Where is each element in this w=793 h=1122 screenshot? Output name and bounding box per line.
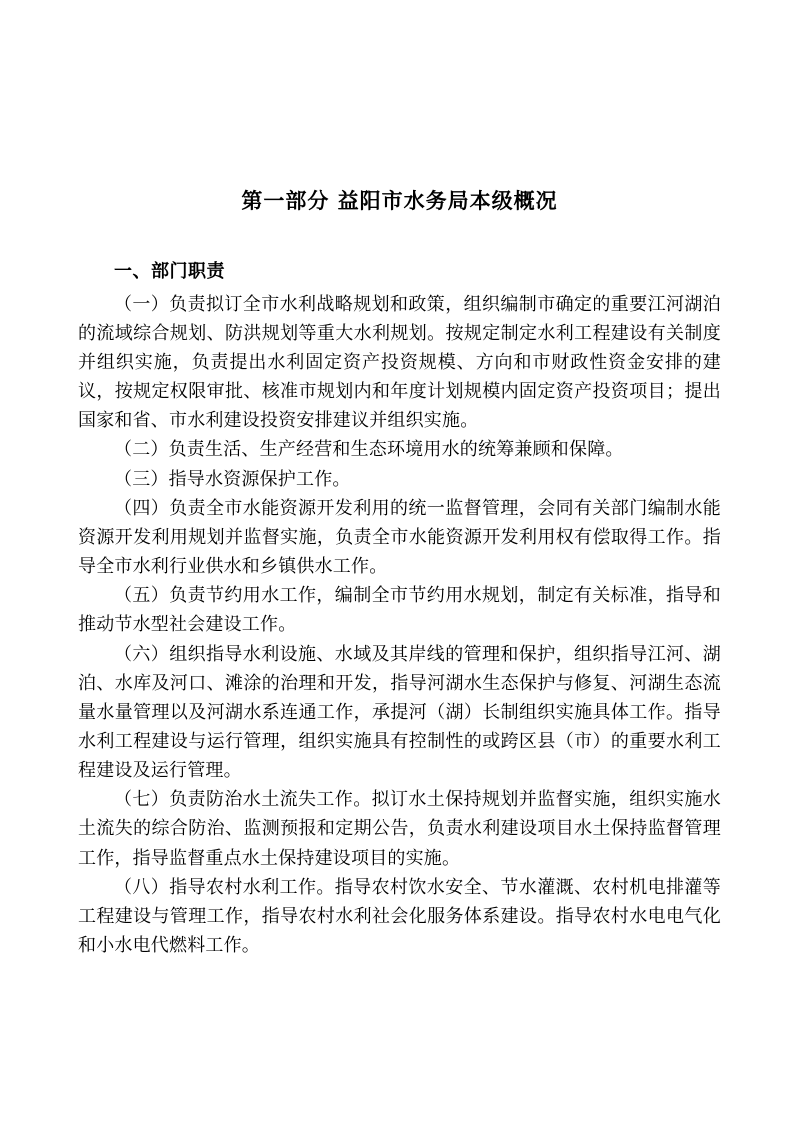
paragraph-7: （七）负责防治水土流失工作。拟订水土保持规划并监督实施，组织实施水土流失的综合防治、监测预报和定期公告，负责水利建设项目水土保持监督管理工作，指导监督重点水土保持建设项目的实施。 <box>78 789 721 869</box>
paragraph-2: （二）负责生活、生产经营和生态环境用水的统筹兼顾和保障。 <box>114 439 624 461</box>
paragraph-5: （五）负责节约用水工作，编制全市节约用水规划，制定有关标准，指导和推动节水型社会建设工作。 <box>78 585 721 636</box>
page-title: 第一部分 益阳市水务局本级概况 <box>241 188 558 213</box>
paragraph-6: （六）组织指导水利设施、水域及其岸线的管理和保护，组织指导江河、湖泊、水库及河口、滩涂的治理和开发，指导河湖水生态保护与修复、河湖生态流量水量管理以及河湖水系连通工作，承提河（湖）长制组织实施具体工作。指导水利工程建设与运行管理，组织实施具有控制性的或跨区县（市）的重要水利工程建设及运行管理。 <box>78 643 721 782</box>
paragraph-1: （一）负责拟订全市水利战略规划和政策，组织编制市确定的重要江河湖泊的流域综合规划、防洪规划等重大水利规划。按规定制定水利工程建设有关制度并组织实施，负责提出水利固定资产投资规模、方向和市财政性资金安排的建议，按规定权限审批、核准市规划内和年度计划规模内固定资产投资项目；提出国家和省、市水利建设投资安排建议并组织实施。 <box>78 293 721 432</box>
paragraph-8: （八）指导农村水利工作。指导农村饮水安全、节水灌溉、农村机电排灌等工程建设与管理工作，指导农村水利社会化服务体系建设。指导农村水电电气化和小水电代燃料工作。 <box>78 876 721 957</box>
paragraph-4: （四）负责全市水能资源开发利用的统一监督管理，会同有关部门编制水能资源开发利用规划并监督实施，负责全市水能资源开发利用权有偿取得工作。指导全市水利行业供水和乡镇供水工作。 <box>78 497 721 578</box>
paragraph-3: （三）指导水资源保护工作。 <box>114 468 351 490</box>
section-heading-department-duties: 一、部门职责 <box>114 260 225 282</box>
